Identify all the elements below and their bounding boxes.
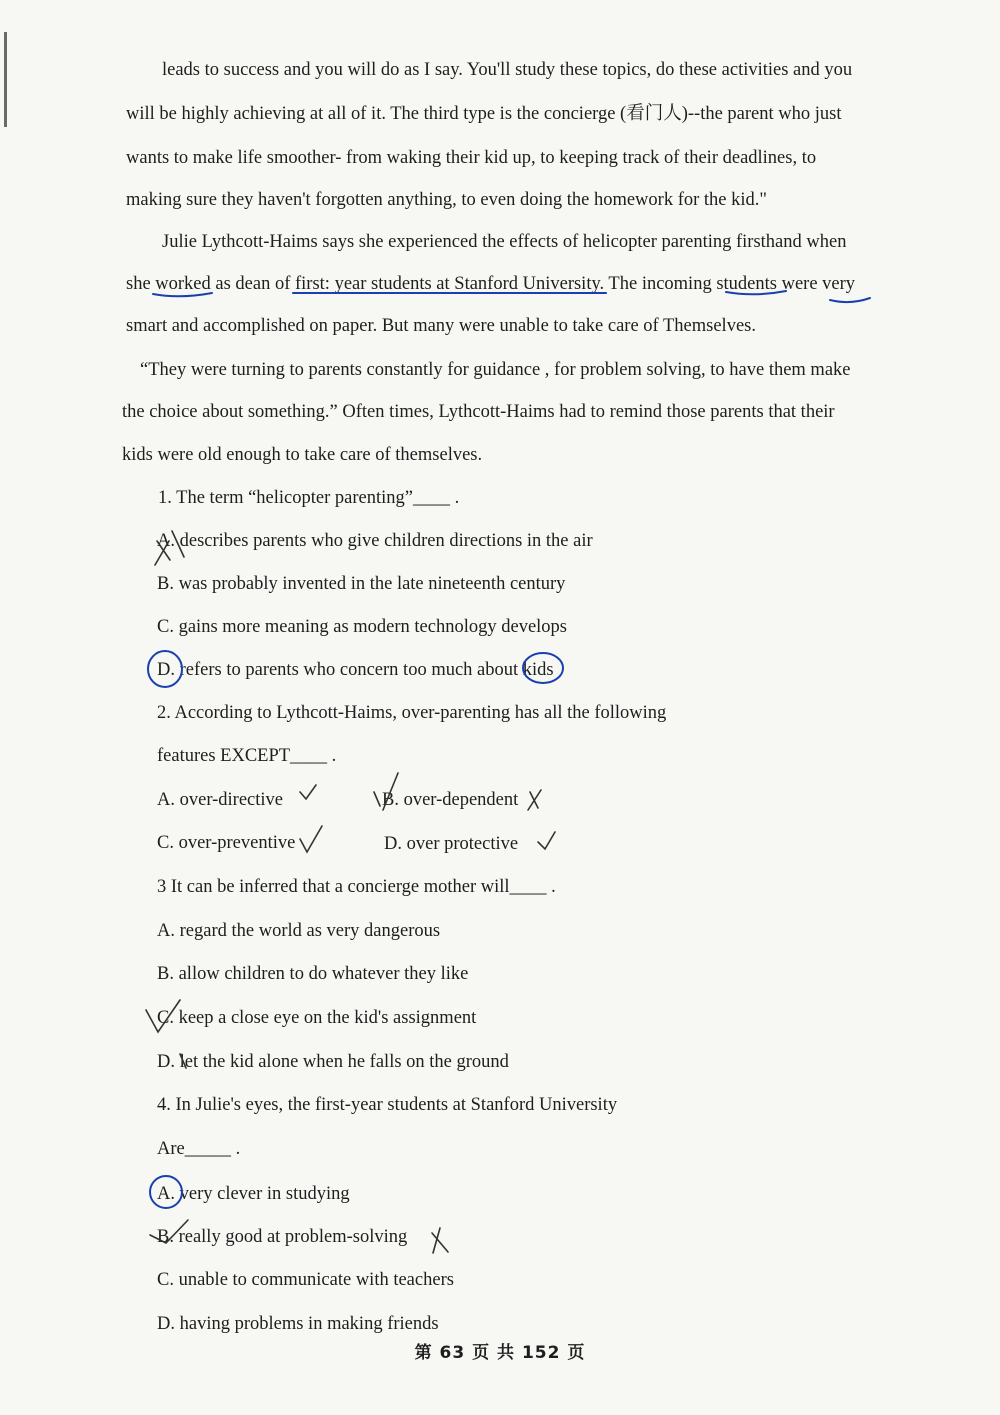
answer-option: D. refers to parents who concern too much about kids	[157, 660, 554, 680]
answer-option: A. very clever in studying	[157, 1184, 350, 1204]
question-stem: 1. The term “helicopter parenting”____ .	[158, 488, 460, 508]
passage-line: wants to make life smoother- from waking their kid up, to keeping track of their deadlines, to	[126, 148, 817, 168]
question-stem: Are_____ .	[157, 1139, 241, 1159]
cross-mark	[528, 790, 541, 810]
answer-option: A. over-directive	[157, 790, 283, 810]
cross-mark	[432, 1228, 448, 1253]
question-stem: 3 It can be inferred that a concierge mother will____ .	[157, 877, 556, 897]
answer-option: D. let the kid alone when he falls on the ground	[157, 1052, 509, 1072]
passage-line: Julie Lythcott-Haims says she experienced the effects of helicopter parenting firsthand when	[162, 232, 847, 252]
passage-line: smart and accomplished on paper. But many were unable to take care of Themselves.	[126, 316, 756, 336]
answer-option: C. unable to communicate with teachers	[157, 1270, 454, 1290]
check-mark	[300, 826, 322, 852]
passage-line: the choice about something.” Often times, Lythcott-Haims had to remind those parents that their	[122, 402, 835, 422]
passage-line: will be highly achieving at all of it. The third type is the concierge (看门人)--the parent who just	[126, 104, 842, 124]
page-edge-mark	[4, 32, 7, 127]
answer-option: B. was probably invented in the late nineteenth century	[157, 574, 566, 594]
answer-option: C. over-preventive	[157, 833, 296, 853]
answer-option: B. over-dependent	[382, 790, 519, 810]
underline-very	[830, 298, 870, 302]
passage-line: kids were old enough to take care of themselves.	[122, 445, 483, 465]
answer-option: C. keep a close eye on the kid's assignment	[157, 1008, 477, 1028]
answer-option: D. having problems in making friends	[157, 1314, 439, 1334]
passage-line: leads to success and you will do as I say. You'll study these topics, do these activities and you	[162, 60, 853, 80]
answer-option: B. allow children to do whatever they like	[157, 964, 469, 984]
page-number-footer: 第 63 页 共 152 页	[414, 1343, 586, 1363]
answer-option: A. regard the world as very dangerous	[157, 921, 441, 941]
question-stem: 4. In Julie's eyes, the first-year students at Stanford University	[157, 1095, 618, 1115]
passage-line: making sure they haven't forgotten anything, to even doing the homework for the kid."	[126, 190, 767, 210]
check-mark	[538, 832, 555, 849]
check-mark	[300, 785, 316, 799]
question-stem: 2. According to Lythcott-Haims, over-parenting has all the following	[157, 703, 667, 723]
answer-option: D. over protective	[384, 834, 519, 854]
answer-option: A. describes parents who give children directions in the air	[157, 531, 593, 551]
answer-option: C. gains more meaning as modern technology develops	[157, 617, 567, 637]
passage-line: she worked as dean of first: year students at Stanford University. The incoming students were very	[126, 274, 856, 294]
passage-line: “They were turning to parents constantly for guidance , for problem solving, to have them make	[140, 360, 851, 380]
question-stem: features EXCEPT____ .	[157, 746, 337, 766]
answer-option: B. really good at problem-solving	[157, 1227, 408, 1247]
